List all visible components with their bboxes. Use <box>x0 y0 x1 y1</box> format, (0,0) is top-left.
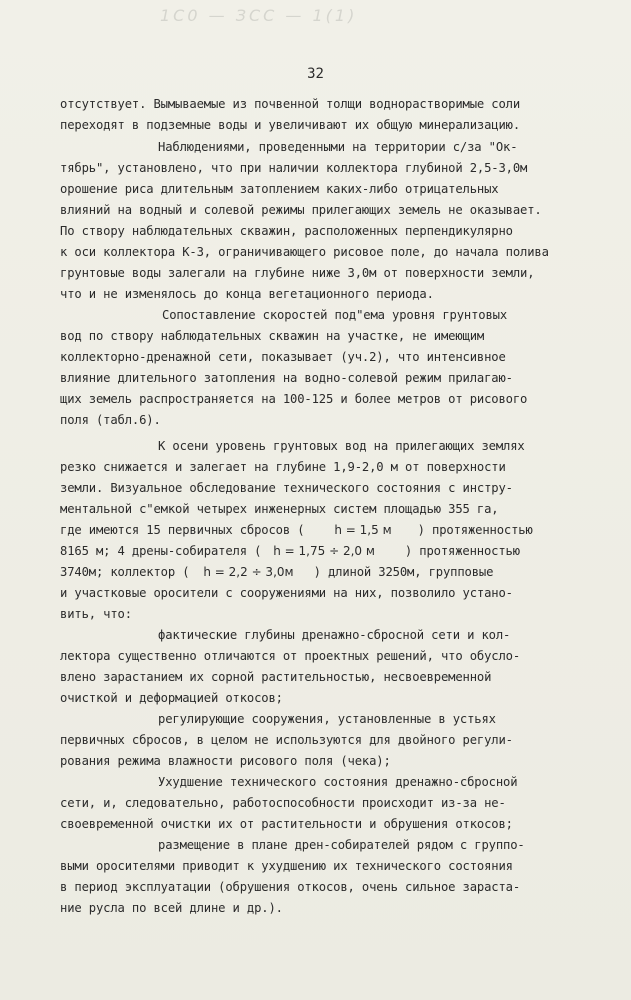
text-line-with-formula <box>60 541 520 561</box>
text-line: резко снижается и залегает на глубине 1,9-2,0 м от поверхности <box>60 460 506 474</box>
text-line: размещение в плане дрен-собирателей рядом с группо- <box>158 838 525 852</box>
text-segment: ) протяженностью <box>417 523 533 537</box>
text-line: К осени уровень грунтовых вод на прилегающих землях <box>158 439 525 453</box>
text-line: и участковые оросители с сооружениями на них, позволило устано- <box>60 586 513 600</box>
text-line: грунтовые воды залегали на глубине ниже 3,0м от поверхности земли, <box>60 266 535 280</box>
page-number: 32 <box>307 66 324 82</box>
text-line: ментальной с"емкой четырех инженерных систем площадью 355 га, <box>60 502 499 516</box>
text-line: щих земель распространяется на 100-125 и более метров от рисового <box>60 392 528 406</box>
text-line: Ухудшение технического состояния дренажно-сбросной <box>158 775 518 789</box>
text-line-with-formula <box>60 562 493 582</box>
depth-formula: h = 1,75 ÷ 2,0 м <box>273 544 375 558</box>
text-line: вить, что: <box>60 607 132 621</box>
text-segment: ) длиной 3250м, групповые <box>313 565 494 579</box>
text-line: своевременной очистки их от растительности и обрушения откосов; <box>60 817 513 831</box>
text-line: фактические глубины дренажно-сбросной сети и кол- <box>158 628 511 642</box>
text-line: сети, и, следовательно, работоспособности происходит из-за не- <box>60 796 506 810</box>
text-line: Сопоставление скоростей под"ема уровня грунтовых <box>162 308 507 322</box>
text-line: регулирующие сооружения, установленные в устьях <box>158 712 496 726</box>
text-line: отсутствует. Вымываемые из почвенной толщи воднорастворимые соли <box>60 97 520 111</box>
text-line: что и не изменялось до конца вегетационного периода. <box>60 287 434 301</box>
text-line: ние русла по всей длине и др.). <box>60 901 283 915</box>
text-line: очисткой и деформацией откосов; <box>60 691 283 705</box>
text-segment: ) протяженностью <box>404 544 520 558</box>
text-line: первичных сбросов, в целом не используются для двойного регули- <box>60 733 513 747</box>
text-line: в период эксплуатации (обрушения откосов, очень сильное зараста- <box>60 880 520 894</box>
text-line: вод по створу наблюдательных скважин на участке, не имеющим <box>60 329 485 343</box>
faint-handwritten-header: 1С0 — ЗСС — 1(1) <box>160 6 358 25</box>
text-line: рования режима влажности рисового поля (чека); <box>60 754 391 768</box>
text-line: коллекторно-дренажной сети, показывает (уч.2), что интенсивное <box>60 350 506 364</box>
text-line: земли. Визуальное обследование технического состояния с инстру- <box>60 481 513 495</box>
text-line: лектора существенно отличаются от проектных решений, что обусло- <box>60 649 520 663</box>
text-segment: 3740м; коллектор ( <box>60 565 190 579</box>
text-line: влияний на водный и солевой режимы прилегающих земель не оказывает. <box>60 203 542 217</box>
text-line: влено зарастанием их сорной растительностью, несвоевременной <box>60 670 492 684</box>
text-line: поля (табл.6). <box>60 413 161 427</box>
text-line: переходят в подземные воды и увеличивают их общую минерализацию. <box>60 118 520 132</box>
text-line: Наблюдениями, проведенными на территории с/за "Ок- <box>158 140 518 154</box>
text-segment: где имеются 15 первичных сбросов ( <box>60 523 305 537</box>
text-line: По створу наблюдательных скважин, расположенных перпендикулярно <box>60 224 513 238</box>
text-line: влияние длительного затопления на водно-солевой режим прилагаю- <box>60 371 513 385</box>
text-line-with-formula <box>60 520 533 540</box>
text-line: тябрь", установлено, что при наличии коллектора глубиной 2,5-3,0м <box>60 161 528 175</box>
depth-formula: h = 2,2 ÷ 3,0м <box>203 565 294 579</box>
text-line: к оси коллектора К-3, ограничивающего рисовое поле, до начала полива <box>60 245 549 259</box>
depth-formula: h = 1,5 м <box>334 523 392 537</box>
text-segment: 8165 м; 4 дрены-собирателя ( <box>60 544 262 558</box>
text-line: орошение риса длительным затоплением каких-либо отрицательных <box>60 182 499 196</box>
text-line: выми оросителями приводит к ухудшению их технического состояния <box>60 859 513 873</box>
